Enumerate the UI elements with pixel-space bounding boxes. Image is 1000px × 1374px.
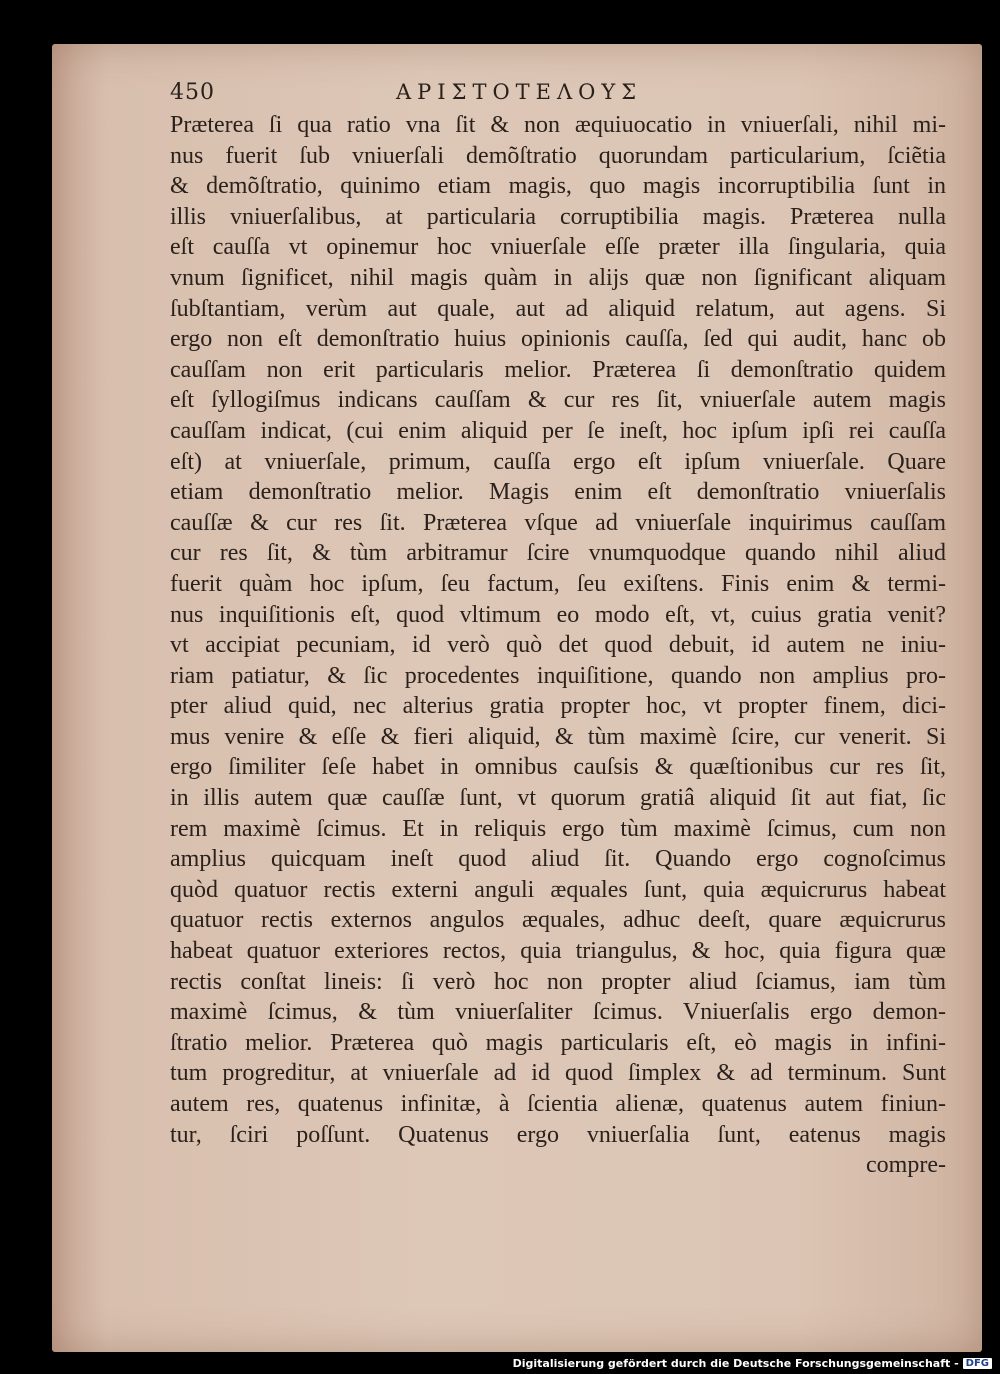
text-line: ſubſtantiam, verùm aut quale, aut ad aliquid relatum, aut agens. Si <box>170 295 946 322</box>
text-line: pter aliud quid, nec alterius gratia propter hoc, vt propter finem, dici- <box>170 693 946 720</box>
text-line: in illis autem quæ cauſſæ ſunt, vt quorum gratiâ aliquid ſit aut fiat, ſic <box>170 785 946 812</box>
text-line: illis vniuerſalibus, at particularia corruptibilia magis. Præterea nulla <box>170 203 946 230</box>
text-line: Præterea ſi qua ratio vna ſit & non æquiuocatio in vniuerſali, nihil mi- <box>170 112 946 138</box>
text-line: autem res, quatenus infinitæ, à ſcientia alienæ, quatenus autem finiun- <box>170 1091 946 1117</box>
text-line: fuerit quàm hoc ipſum, ſeu factum, ſeu exiſtens. Finis enim & termi- <box>170 570 946 597</box>
catchword: compre- <box>866 1152 946 1179</box>
body-text <box>170 110 946 1181</box>
text-line: cauſſam non erit particularis melior. Præterea ſi demonſtratio quidem <box>170 356 946 383</box>
text-line: ergo non eſt demonſtratio huius opinionis cauſſa, ſed qui audit, hanc ob <box>170 326 946 353</box>
text-line: nus fuerit ſub vniuerſali demõſtratio quorundam particularium, ſciẽtia <box>170 142 946 169</box>
digitization-credit <box>513 1357 992 1370</box>
text-line: cauſſæ & cur res ſit. Præterea vſque ad vniuerſale inquirimus cauſſam <box>170 509 946 536</box>
text-line: rectis conſtat lineis: ſi verò hoc non propter aliud ſciamus, iam tùm <box>170 968 946 995</box>
text-line: nus inquiſitionis eſt, quod vltimum eo modo eſt, vt, cuius gratia venit? <box>170 601 946 628</box>
text-line: amplius quicquam ineſt quod aliud ſit. Quando ergo cognoſcimus <box>170 846 946 873</box>
text-line: ſtratio melior. Præterea quò magis particularis eſt, eò magis in infini- <box>170 1029 946 1056</box>
text-line: vt accipiat pecuniam, id verò quò det quod debuit, id autem ne iniu- <box>170 632 946 659</box>
text-line: eſt) at vniuerſale, primum, cauſſa ergo eſt ipſum vniuerſale. Quare <box>170 448 946 475</box>
text-line: habeat quatuor exteriores rectos, quia triangulus, & hoc, quia figura quæ <box>170 938 946 965</box>
page-header <box>170 80 910 112</box>
text-line: ergo ſimiliter ſeſe habet in omnibus cauſsis & quæſtionibus cur res ſit, <box>170 754 946 781</box>
text-line: eſt cauſſa vt opinemur hoc vniuerſale eſſe præter illa ſingularia, quia <box>170 234 946 261</box>
text-line: & demõſtratio, quinimo etiam magis, quo magis incorruptibilia ſunt in <box>170 173 946 200</box>
text-line: riam patiatur, & ſic procedentes inquiſitione, quando non amplius pro- <box>170 662 946 689</box>
text-line: vnum ſignificet, nihil magis quàm in alijs quæ non ſignificant aliquam <box>170 264 946 291</box>
text-line: tum progreditur, at vniuerſale ad id quod ſimplex & ad terminum. Sunt <box>170 1060 946 1087</box>
text-line: quòd quatuor rectis externi anguli æquales ſunt, quia æquicrurus habeat <box>170 876 946 903</box>
text-line: cur res ſit, & tùm arbitramur ſcire vnumquodque quando nihil aliud <box>170 540 946 567</box>
credit-text: Digitalisierung gefördert durch die Deutsche Forschungsgemeinschaft - <box>512 1357 959 1370</box>
text-line: etiam demonſtratio melior. Magis enim eſt demonſtratio vniuerſalis <box>170 479 946 506</box>
text-line: quatuor rectis externos angulos æquales, adhuc deeſt, quare æquicrurus <box>170 907 946 934</box>
text-line: rem maximè ſcimus. Et in reliquis ergo tùm maximè ſcimus, cum non <box>170 815 946 842</box>
text-line: tur, ſciri poſſunt. Quatenus ergo vniuerſalia ſunt, eatenus magis <box>170 1121 946 1148</box>
text-line: cauſſam indicat, (cui enim aliquid per ſe ineſt, hoc ipſum ipſi rei cauſſa <box>170 417 946 444</box>
page-number: 450 <box>170 80 215 105</box>
dfg-logo: DFG <box>963 1358 992 1369</box>
text-line: eſt ſyllogiſmus indicans cauſſam & cur res ſit, vniuerſale autem magis <box>170 387 946 414</box>
text-line: maximè ſcimus, & tùm vniuerſaliter ſcimus. Vniuerſalis ergo demon- <box>170 999 946 1026</box>
running-head: ΑΡΙΣΤΟΤΕΛΟΥΣ <box>396 80 643 104</box>
text-line: mus venire & eſſe & fieri aliquid, & tùm maximè ſcire, cur venerit. Si <box>170 723 946 750</box>
